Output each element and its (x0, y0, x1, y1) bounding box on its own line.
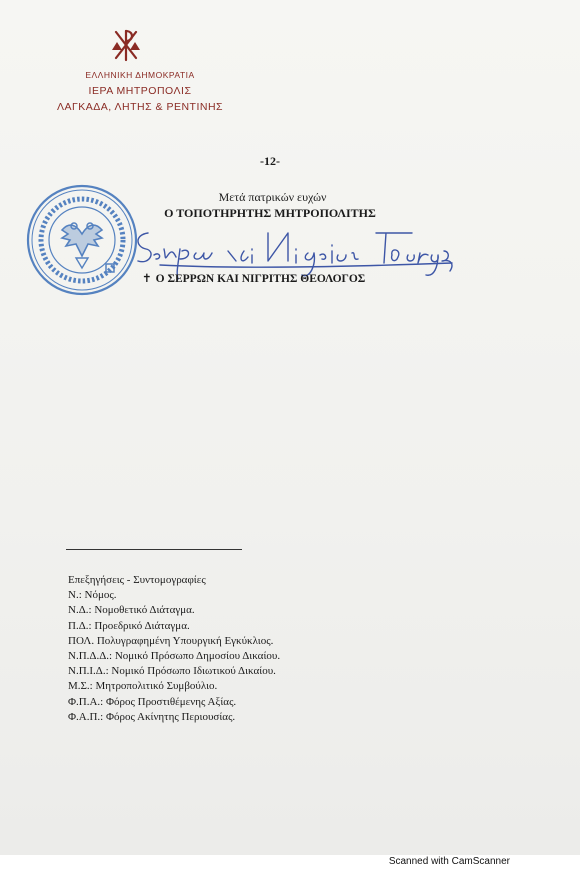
list-item: Μ.Σ.: Μητροπολιτικό Συμβούλιο. (68, 680, 218, 693)
signatory-name-text: Ο ΣΕΡΡΩΝ ΚΑΙ ΝΙΓΡΙΤΗΣ ΘΕΟΛΟΓΟΣ (155, 273, 366, 285)
list-item: Φ.Α.Π.: Φόρος Ακίνητης Περιουσίας. (68, 710, 236, 723)
letterhead-diocese: ΛΑΓΚΑΔΑ, ΛΗΤΗΣ & ΡΕΝΤΙΝΗΣ (56, 101, 224, 113)
list-item: Π.Δ.: Προεδρικό Διάταγμα. (68, 619, 190, 632)
signatory-title: Ο ΤΟΠΟΤΗΡΗΤΗΣ ΜΗΤΡΟΠΟΛΙΤΗΣ (164, 206, 376, 220)
abbreviations-list (68, 573, 280, 725)
scanner-watermark: Scanned with CamScanner (388, 856, 510, 867)
list-item: ΠΟΛ. Πολυγραφημένη Υπουργική Εγκύκλιος. (68, 634, 274, 647)
abbreviations-heading: Επεξηγήσεις - Συντομογραφίες (68, 574, 206, 586)
list-item: Ν.: Νόμος. (68, 589, 117, 602)
list-item: Ν.Π.Δ.Δ.: Νομικό Πρόσωπο Δημοσίου Δικαίου. (68, 650, 281, 663)
signatory-name (142, 271, 365, 285)
cross-icon: ✝ (142, 273, 152, 285)
list-item: Φ.Π.Α.: Φόρος Προστιθέμενης Αξίας. (68, 695, 237, 708)
letterhead-metropolis: ΙΕΡΑ ΜΗΤΡΟΠΟΛΙΣ (88, 85, 192, 97)
list-item: Ν.Δ.: Νομοθετικό Διάταγμα. (68, 604, 195, 617)
page-number: -12- (260, 154, 280, 168)
closing-greeting: Μετά πατρικών ευχών (218, 190, 327, 204)
list-item: Ν.Π.Ι.Δ.: Νομικό Πρόσωπο Ιδιωτικού Δικαίου. (68, 665, 276, 678)
footnote-rule (66, 549, 242, 550)
chi-rho-emblem-icon (108, 28, 144, 62)
letterhead-state: ΕΛΛΗΝΙΚΗ ΔΗΜΟΚΡΑΤΙΑ (85, 70, 195, 80)
